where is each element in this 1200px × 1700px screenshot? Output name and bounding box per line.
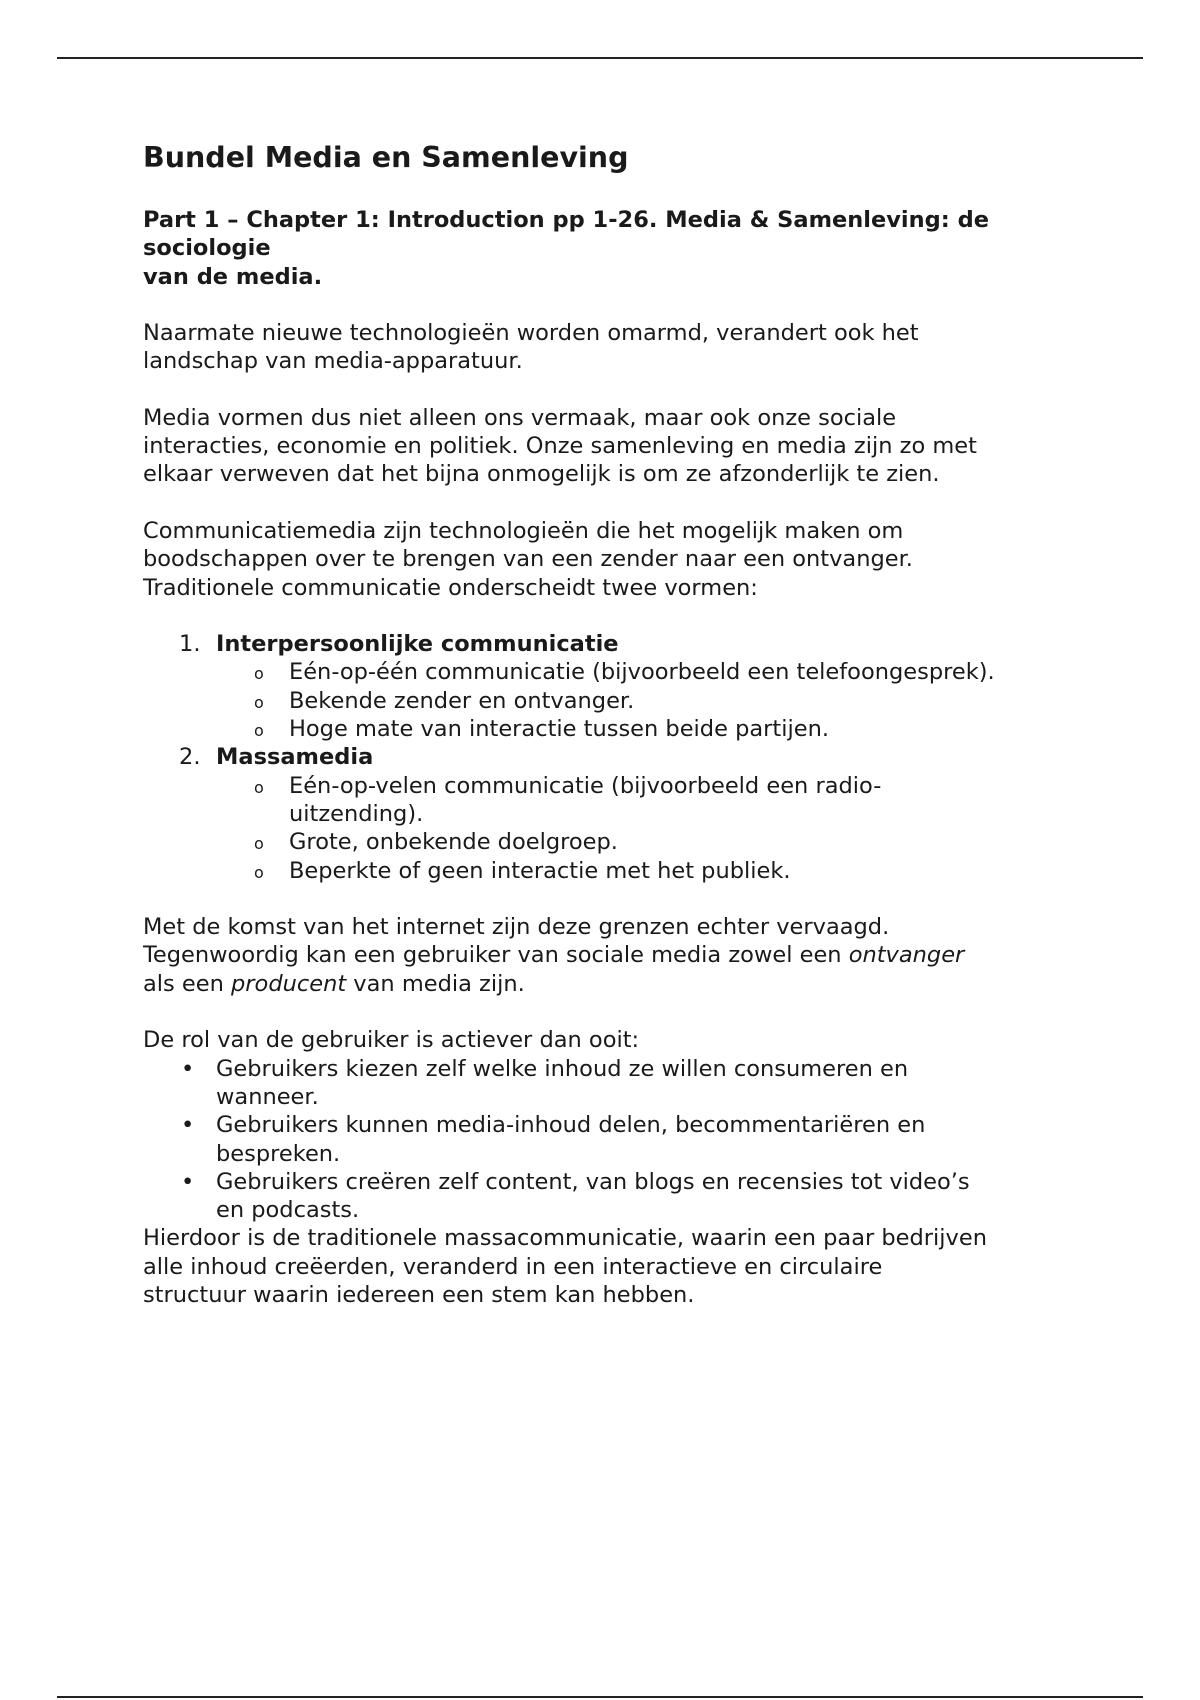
paragraph-line: structuur waarin iedereen een stem kan hebben. [143,1281,695,1308]
sub-list-item [216,828,1073,856]
hollow-bullet-icon: o [254,834,264,854]
paragraph-line: alle inhoud creëerden, veranderd in een interactieve en circulaire [143,1253,883,1280]
paragraph-conclusion [143,1224,1073,1309]
paragraph-line: Traditionele communicatie onderscheidt twee vormen: [143,574,758,601]
bullet-text: en podcasts. [216,1197,360,1224]
paragraph-line: Naarmate nieuwe technologieën worden omarmd, verandert ook het [143,319,919,346]
bullet-text: Gebruikers creëren zelf content, van blogs en recensies tot video’s [216,1168,970,1195]
sub-list-item [216,687,1073,715]
document-body [143,139,1073,1309]
list-item-title: Interpersoonlijke communicatie [216,631,619,658]
paragraph-line [143,941,1073,969]
sub-list-item [216,772,1073,829]
paragraph-internet [143,913,1073,998]
bullet-item [143,1055,1073,1112]
bullet-item [143,1168,1073,1225]
user-role-bullets [143,1055,1073,1225]
header-rule [57,57,1143,59]
paragraph-line: boodschappen over te brengen van een zender naar een ontvanger. [143,546,913,573]
paragraph-media-society [143,404,1073,489]
document-title: Bundel Media en Samenleving [143,141,629,174]
bullet-item [143,1111,1073,1168]
paragraph-line: Media vormen dus niet alleen ons vermaak, maar ook onze sociale [143,404,897,431]
sub-list-text: Grote, onbekende doelgroep. [289,829,618,856]
text-segment: als een [143,970,232,997]
emphasis-ontvanger: ontvanger [848,942,965,969]
paragraph-communication-media [143,517,1073,602]
bullet-text: bespreken. [216,1140,341,1167]
chapter-heading [143,206,1073,291]
paragraph-line: De rol van de gebruiker is actiever dan ooit: [143,1027,640,1054]
list-number: 2. [179,744,201,771]
hollow-bullet-icon: o [254,862,264,882]
hollow-bullet-icon: o [254,777,264,797]
sub-list-text: uitzending). [289,800,424,827]
bullet-icon: • [181,1112,195,1139]
hollow-bullet-icon: o [254,664,264,684]
bullet-text: wanneer. [216,1083,319,1110]
text-segment: Tegenwoordig kan een gebruiker van sociale media zowel een [143,942,849,969]
paragraph-line: Hierdoor is de traditionele massacommunicatie, waarin een paar bedrijven [143,1225,987,1252]
sub-list [216,658,1073,743]
list-item-mass-media [143,743,1073,884]
paragraph-line: landschap van media-apparatuur. [143,348,523,375]
bullet-text: Gebruikers kiezen zelf welke inhoud ze willen consumeren en [216,1055,909,1082]
sub-list-item [216,857,1073,885]
paragraph-line: Communicatiemedia zijn technologieën die het mogelijk maken om [143,517,904,544]
bullet-icon: • [181,1168,195,1195]
paragraph-line: Met de komst van het internet zijn deze grenzen echter vervaagd. [143,914,890,941]
sub-list-text: Bekende zender en ontvanger. [289,687,635,714]
hollow-bullet-icon: o [254,692,264,712]
footer-rule [57,1696,1143,1698]
hollow-bullet-icon: o [254,721,264,741]
paragraph-line: elkaar verweven dat het bijna onmogelijk is om ze afzonderlijk te zien. [143,461,940,488]
list-number: 1. [179,631,201,658]
list-item-title: Massamedia [216,744,374,771]
text-segment: van media zijn. [346,970,525,997]
paragraph-technology [143,319,1073,376]
sub-list-text: Hoge mate van interactie tussen beide partijen. [289,716,829,743]
sub-list [216,772,1073,885]
sub-list-text: Eén-op-één communicatie (bijvoorbeeld een telefoongesprek). [289,659,995,686]
user-role-section [143,1026,1073,1309]
paragraph-line [143,970,1073,998]
sub-list-item [216,715,1073,743]
paragraph-line: interacties, economie en politiek. Onze samenleving en media zijn zo met [143,433,977,460]
bullet-icon: • [181,1055,195,1082]
sub-list-text: Eén-op-velen communicatie (bijvoorbeeld een radio- [289,772,882,799]
list-item-interpersonal [143,630,1073,743]
chapter-heading-line: sociologie [143,235,271,262]
sub-list-item [216,658,1073,686]
communication-forms-list [143,630,1073,885]
sub-list-text: Beperkte of geen interactie met het publiek. [289,857,791,884]
bullet-text: Gebruikers kunnen media-inhoud delen, becommentariëren en [216,1112,926,1139]
emphasis-producent: producent [231,970,347,997]
chapter-heading-line: van de media. [143,263,323,290]
chapter-heading-line: Part 1 – Chapter 1: Introduction pp 1-26. Media & Samenleving: de [143,207,989,233]
